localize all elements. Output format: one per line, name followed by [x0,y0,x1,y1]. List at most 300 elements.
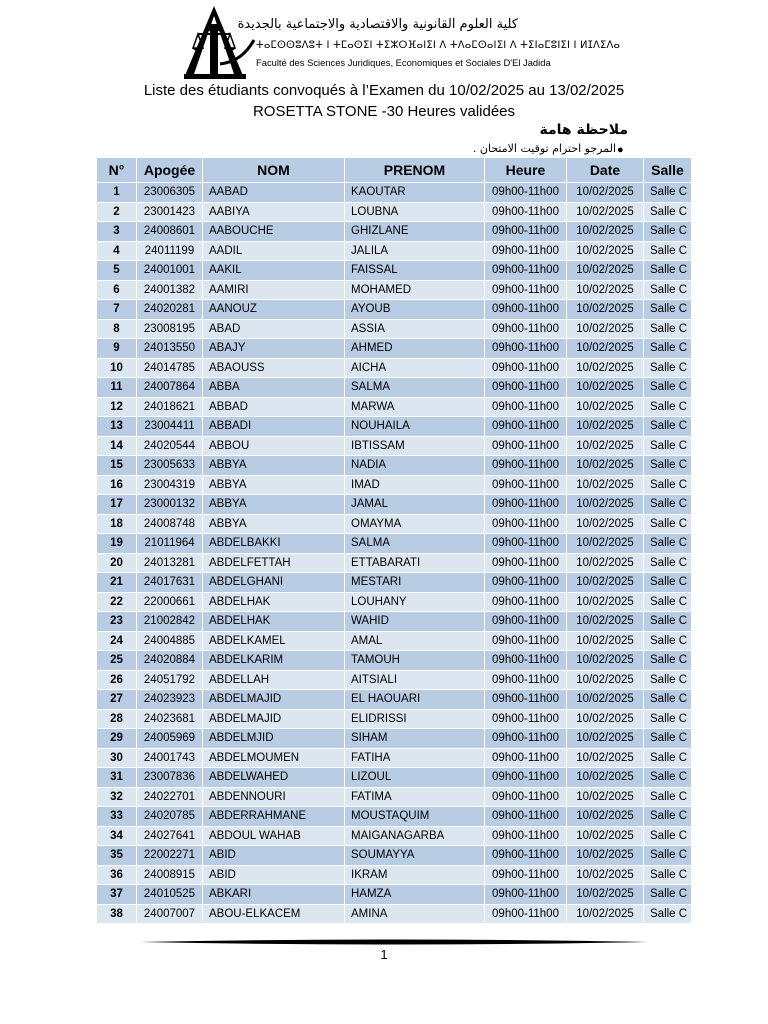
cell-nom: ABAD [203,319,345,339]
cell-salle: Salle C [644,534,692,554]
table-row [97,709,692,729]
cell-apogee: 23008195 [137,319,203,339]
cell-prenom: AHMED [345,339,485,359]
cell-nom: AADIL [203,241,345,261]
table-row [97,631,692,651]
table-row [97,690,692,710]
cell-salle: Salle C [644,612,692,632]
cell-prenom: SALMA [345,378,485,398]
cell-heure: 09h00-11h00 [485,904,567,924]
table-row [97,319,692,339]
cell-apogee: 24005969 [137,729,203,749]
cell-number: 27 [97,690,137,710]
cell-prenom: TAMOUH [345,651,485,671]
cell-apogee: 24001382 [137,280,203,300]
cell-salle: Salle C [644,300,692,320]
cell-date: 10/02/2025 [567,183,644,203]
cell-salle: Salle C [644,807,692,827]
cell-salle: Salle C [644,475,692,495]
table-row [97,456,692,476]
cell-apogee: 24020785 [137,807,203,827]
table-row [97,553,692,573]
cell-heure: 09h00-11h00 [485,183,567,203]
cell-salle: Salle C [644,183,692,203]
cell-heure: 09h00-11h00 [485,768,567,788]
cell-nom: ABID [203,846,345,866]
cell-prenom: ELIDRISSI [345,709,485,729]
cell-heure: 09h00-11h00 [485,612,567,632]
cell-prenom: GHIZLANE [345,222,485,242]
cell-number: 16 [97,475,137,495]
cell-number: 34 [97,826,137,846]
cell-apogee: 24027641 [137,826,203,846]
cell-number: 36 [97,865,137,885]
cell-apogee: 24013550 [137,339,203,359]
cell-apogee: 24020884 [137,651,203,671]
cell-nom: AAMIRI [203,280,345,300]
cell-apogee: 24007864 [137,378,203,398]
cell-heure: 09h00-11h00 [485,261,567,281]
cell-number: 26 [97,670,137,690]
cell-salle: Salle C [644,865,692,885]
cell-apogee: 23004319 [137,475,203,495]
cell-salle: Salle C [644,417,692,437]
cell-prenom: NADIA [345,456,485,476]
cell-heure: 09h00-11h00 [485,807,567,827]
table-row [97,768,692,788]
cell-nom: ABDELBAKKI [203,534,345,554]
cell-number: 4 [97,241,137,261]
cell-prenom: AMAL [345,631,485,651]
cell-number: 37 [97,885,137,905]
cell-nom: ABOU-ELKACEM [203,904,345,924]
cell-apogee: 23006305 [137,183,203,203]
cell-heure: 09h00-11h00 [485,202,567,222]
cell-number: 19 [97,534,137,554]
cell-salle: Salle C [644,514,692,534]
cell-nom: ABDERRAHMANE [203,807,345,827]
cell-prenom: SALMA [345,534,485,554]
cell-nom: ABBYA [203,456,345,476]
table-row [97,241,692,261]
table-row [97,807,692,827]
cell-salle: Salle C [644,553,692,573]
cell-nom: ABKARI [203,885,345,905]
cell-date: 10/02/2025 [567,748,644,768]
cell-number: 13 [97,417,137,437]
cell-date: 10/02/2025 [567,670,644,690]
cell-date: 10/02/2025 [567,553,644,573]
cell-heure: 09h00-11h00 [485,865,567,885]
table-row [97,748,692,768]
table-row [97,651,692,671]
cell-salle: Salle C [644,378,692,398]
students-table [96,157,692,924]
cell-date: 10/02/2025 [567,768,644,788]
cell-apogee: 24017631 [137,573,203,593]
cell-heure: 09h00-11h00 [485,787,567,807]
cell-heure: 09h00-11h00 [485,319,567,339]
cell-prenom: AITSIALI [345,670,485,690]
cell-apogee: 24020281 [137,300,203,320]
cell-salle: Salle C [644,904,692,924]
cell-heure: 09h00-11h00 [485,280,567,300]
faculty-name-tifinagh: ⵜⴰⵎⵙⵙⵓⴷⵓⵜ ⵏ ⵜⵎⴰⵙⵉⵏ ⵜⵉⵣⵔⴼⴰⵏⵉⵏ ⴷ ⵜⴷⴰⵎⵙⴰⵏⵉⵏ ⴷ ⵜⵉⵏⴰⵎⵓⵏⵉⵏ ⵏ ⵍⵊⴷⵉⴷⴰ [256,40,621,51]
cell-heure: 09h00-11h00 [485,573,567,593]
cell-number: 10 [97,358,137,378]
cell-number: 17 [97,495,137,515]
cell-salle: Salle C [644,319,692,339]
header-apogee: Apogée [137,158,203,183]
cell-apogee: 24004885 [137,631,203,651]
document-title: Liste des étudiants convoqués à l’Examen du 10/02/2025 au 13/02/2025 [143,82,625,99]
cell-nom: ABAOUSS [203,358,345,378]
cell-prenom: HAMZA [345,885,485,905]
header-prenom: PRENOM [345,158,485,183]
cell-salle: Salle C [644,729,692,749]
cell-apogee: 23005633 [137,456,203,476]
cell-number: 1 [97,183,137,203]
cell-date: 10/02/2025 [567,475,644,495]
table-row [97,592,692,612]
cell-prenom: FATIHA [345,748,485,768]
cell-salle: Salle C [644,670,692,690]
faculty-logo [180,4,256,80]
cell-heure: 09h00-11h00 [485,709,567,729]
cell-number: 5 [97,261,137,281]
cell-salle: Salle C [644,651,692,671]
header-nom: NOM [203,158,345,183]
cell-number: 15 [97,456,137,476]
cell-heure: 09h00-11h00 [485,456,567,476]
cell-date: 10/02/2025 [567,904,644,924]
cell-date: 10/02/2025 [567,846,644,866]
cell-prenom: SIHAM [345,729,485,749]
table-row [97,358,692,378]
cell-date: 10/02/2025 [567,651,644,671]
cell-number: 38 [97,904,137,924]
header-number: N° [97,158,137,183]
table-row [97,729,692,749]
cell-prenom: LOUHANY [345,592,485,612]
cell-heure: 09h00-11h00 [485,885,567,905]
cell-nom: ABDELLAH [203,670,345,690]
table-header-row [97,158,692,183]
cell-nom: ABDELMJID [203,729,345,749]
cell-nom: ABDENNOURI [203,787,345,807]
cell-salle: Salle C [644,222,692,242]
cell-apogee: 24008915 [137,865,203,885]
cell-heure: 09h00-11h00 [485,846,567,866]
cell-date: 10/02/2025 [567,261,644,281]
table-row [97,534,692,554]
cell-salle: Salle C [644,358,692,378]
cell-date: 10/02/2025 [567,495,644,515]
cell-date: 10/02/2025 [567,787,644,807]
cell-date: 10/02/2025 [567,397,644,417]
cell-heure: 09h00-11h00 [485,397,567,417]
cell-salle: Salle C [644,339,692,359]
cell-apogee: 22000661 [137,592,203,612]
cell-prenom: OMAYMA [345,514,485,534]
cell-apogee: 23001423 [137,202,203,222]
cell-date: 10/02/2025 [567,514,644,534]
cell-prenom: FAISSAL [345,261,485,281]
cell-salle: Salle C [644,241,692,261]
cell-heure: 09h00-11h00 [485,592,567,612]
table-row [97,222,692,242]
cell-prenom: FATIMA [345,787,485,807]
table-row [97,378,692,398]
cell-prenom: LIZOUL [345,768,485,788]
cell-date: 10/02/2025 [567,222,644,242]
cell-apogee: 24018621 [137,397,203,417]
cell-apogee: 23004411 [137,417,203,437]
cell-nom: ABDOUL WAHAB [203,826,345,846]
cell-date: 10/02/2025 [567,729,644,749]
table-row [97,202,692,222]
cell-date: 10/02/2025 [567,436,644,456]
cell-salle: Salle C [644,261,692,281]
cell-number: 18 [97,514,137,534]
cell-prenom: MAIGANAGARBA [345,826,485,846]
cell-apogee: 24023923 [137,690,203,710]
cell-nom: ABDELKAMEL [203,631,345,651]
cell-nom: ABDELHAK [203,592,345,612]
cell-heure: 09h00-11h00 [485,222,567,242]
cell-apogee: 24022701 [137,787,203,807]
cell-date: 10/02/2025 [567,534,644,554]
cell-heure: 09h00-11h00 [485,514,567,534]
cell-prenom: WAHID [345,612,485,632]
cell-prenom: IBTISSAM [345,436,485,456]
cell-number: 30 [97,748,137,768]
cell-prenom: JALILA [345,241,485,261]
cell-nom: ABBYA [203,495,345,515]
cell-date: 10/02/2025 [567,417,644,437]
page-number: 1 [380,947,388,962]
cell-nom: ABBYA [203,514,345,534]
cell-heure: 09h00-11h00 [485,553,567,573]
document-subtitle: ROSETTA STONE -30 Heures validées [252,103,516,120]
cell-apogee: 21002842 [137,612,203,632]
cell-date: 10/02/2025 [567,319,644,339]
cell-heure: 09h00-11h00 [485,748,567,768]
cell-heure: 09h00-11h00 [485,495,567,515]
cell-number: 14 [97,436,137,456]
cell-nom: ABDELFETTAH [203,553,345,573]
cell-nom: ABBAD [203,397,345,417]
cell-nom: ABBOU [203,436,345,456]
cell-date: 10/02/2025 [567,378,644,398]
important-note-text: المرجو احترام توقيت الامتحان . [472,142,616,155]
cell-date: 10/02/2025 [567,202,644,222]
cell-heure: 09h00-11h00 [485,670,567,690]
cell-apogee: 24011199 [137,241,203,261]
cell-nom: ABDELWAHED [203,768,345,788]
cell-salle: Salle C [644,826,692,846]
cell-salle: Salle C [644,787,692,807]
cell-date: 10/02/2025 [567,280,644,300]
cell-salle: Salle C [644,456,692,476]
cell-heure: 09h00-11h00 [485,436,567,456]
cell-prenom: LOUBNA [345,202,485,222]
cell-apogee: 21011964 [137,534,203,554]
cell-prenom: NOUHAILA [345,417,485,437]
footer-divider [140,938,648,946]
cell-number: 24 [97,631,137,651]
cell-heure: 09h00-11h00 [485,300,567,320]
cell-prenom: MOUSTAQUIM [345,807,485,827]
cell-prenom: MARWA [345,397,485,417]
cell-heure: 09h00-11h00 [485,417,567,437]
table-row [97,397,692,417]
table-row [97,261,692,281]
cell-prenom: MESTARI [345,573,485,593]
cell-apogee: 22002271 [137,846,203,866]
table-row [97,826,692,846]
table-row [97,787,692,807]
cell-number: 32 [97,787,137,807]
cell-number: 9 [97,339,137,359]
cell-salle: Salle C [644,690,692,710]
cell-salle: Salle C [644,573,692,593]
cell-date: 10/02/2025 [567,241,644,261]
cell-nom: ABID [203,865,345,885]
cell-nom: AAKIL [203,261,345,281]
cell-date: 10/02/2025 [567,456,644,476]
table-row [97,670,692,690]
cell-number: 7 [97,300,137,320]
cell-heure: 09h00-11h00 [485,690,567,710]
cell-number: 8 [97,319,137,339]
cell-salle: Salle C [644,768,692,788]
cell-nom: ABDELMAJID [203,709,345,729]
cell-number: 35 [97,846,137,866]
cell-heure: 09h00-11h00 [485,358,567,378]
bullet-icon: ● [617,144,624,156]
cell-apogee: 24008601 [137,222,203,242]
cell-date: 10/02/2025 [567,885,644,905]
cell-prenom: SOUMAYYA [345,846,485,866]
cell-number: 22 [97,592,137,612]
cell-number: 29 [97,729,137,749]
cell-heure: 09h00-11h00 [485,729,567,749]
cell-heure: 09h00-11h00 [485,631,567,651]
cell-date: 10/02/2025 [567,826,644,846]
cell-apogee: 24014785 [137,358,203,378]
cell-apogee: 24001001 [137,261,203,281]
table-row [97,183,692,203]
cell-salle: Salle C [644,885,692,905]
cell-apogee: 24051792 [137,670,203,690]
cell-salle: Salle C [644,631,692,651]
cell-number: 25 [97,651,137,671]
table-row [97,280,692,300]
cell-salle: Salle C [644,846,692,866]
cell-apogee: 24023681 [137,709,203,729]
cell-number: 21 [97,573,137,593]
cell-nom: ABBYA [203,475,345,495]
cell-prenom: IMAD [345,475,485,495]
table-body [97,183,692,924]
cell-number: 33 [97,807,137,827]
cell-nom: ABBADI [203,417,345,437]
cell-salle: Salle C [644,397,692,417]
cell-prenom: AICHA [345,358,485,378]
cell-heure: 09h00-11h00 [485,241,567,261]
table-row [97,573,692,593]
table-row [97,339,692,359]
cell-nom: ABDELMAJID [203,690,345,710]
cell-salle: Salle C [644,748,692,768]
header-heure: Heure [485,158,567,183]
cell-salle: Salle C [644,592,692,612]
cell-nom: AABOUCHE [203,222,345,242]
cell-nom: AANOUZ [203,300,345,320]
cell-date: 10/02/2025 [567,592,644,612]
faculty-header [180,4,621,80]
cell-date: 10/02/2025 [567,865,644,885]
table-row [97,300,692,320]
cell-apogee: 24008748 [137,514,203,534]
cell-number: 3 [97,222,137,242]
table-row [97,885,692,905]
table-row [97,417,692,437]
cell-salle: Salle C [644,709,692,729]
cell-nom: ABBA [203,378,345,398]
table-row [97,514,692,534]
cell-number: 20 [97,553,137,573]
cell-apogee: 24020544 [137,436,203,456]
cell-date: 10/02/2025 [567,631,644,651]
table-row [97,475,692,495]
cell-heure: 09h00-11h00 [485,339,567,359]
cell-nom: ABDELMOUMEN [203,748,345,768]
cell-prenom: ASSIA [345,319,485,339]
cell-heure: 09h00-11h00 [485,826,567,846]
cell-prenom: AYOUB [345,300,485,320]
cell-nom: ABDELGHANI [203,573,345,593]
cell-prenom: AMINA [345,904,485,924]
cell-nom: ABDELHAK [203,612,345,632]
cell-date: 10/02/2025 [567,358,644,378]
cell-date: 10/02/2025 [567,709,644,729]
cell-date: 10/02/2025 [567,807,644,827]
table-row [97,846,692,866]
cell-date: 10/02/2025 [567,300,644,320]
cell-number: 31 [97,768,137,788]
cell-prenom: MOHAMED [345,280,485,300]
cell-apogee: 23007836 [137,768,203,788]
table-row [97,904,692,924]
cell-number: 28 [97,709,137,729]
cell-nom: AABIYA [203,202,345,222]
cell-prenom: EL HAOUARI [345,690,485,710]
cell-salle: Salle C [644,280,692,300]
cell-apogee: 23000132 [137,495,203,515]
header-date: Date [567,158,644,183]
cell-date: 10/02/2025 [567,690,644,710]
cell-prenom: IKRAM [345,865,485,885]
cell-prenom: JAMAL [345,495,485,515]
cell-number: 12 [97,397,137,417]
cell-nom: ABAJY [203,339,345,359]
table-row [97,612,692,632]
cell-apogee: 24007007 [137,904,203,924]
cell-heure: 09h00-11h00 [485,651,567,671]
cell-date: 10/02/2025 [567,573,644,593]
